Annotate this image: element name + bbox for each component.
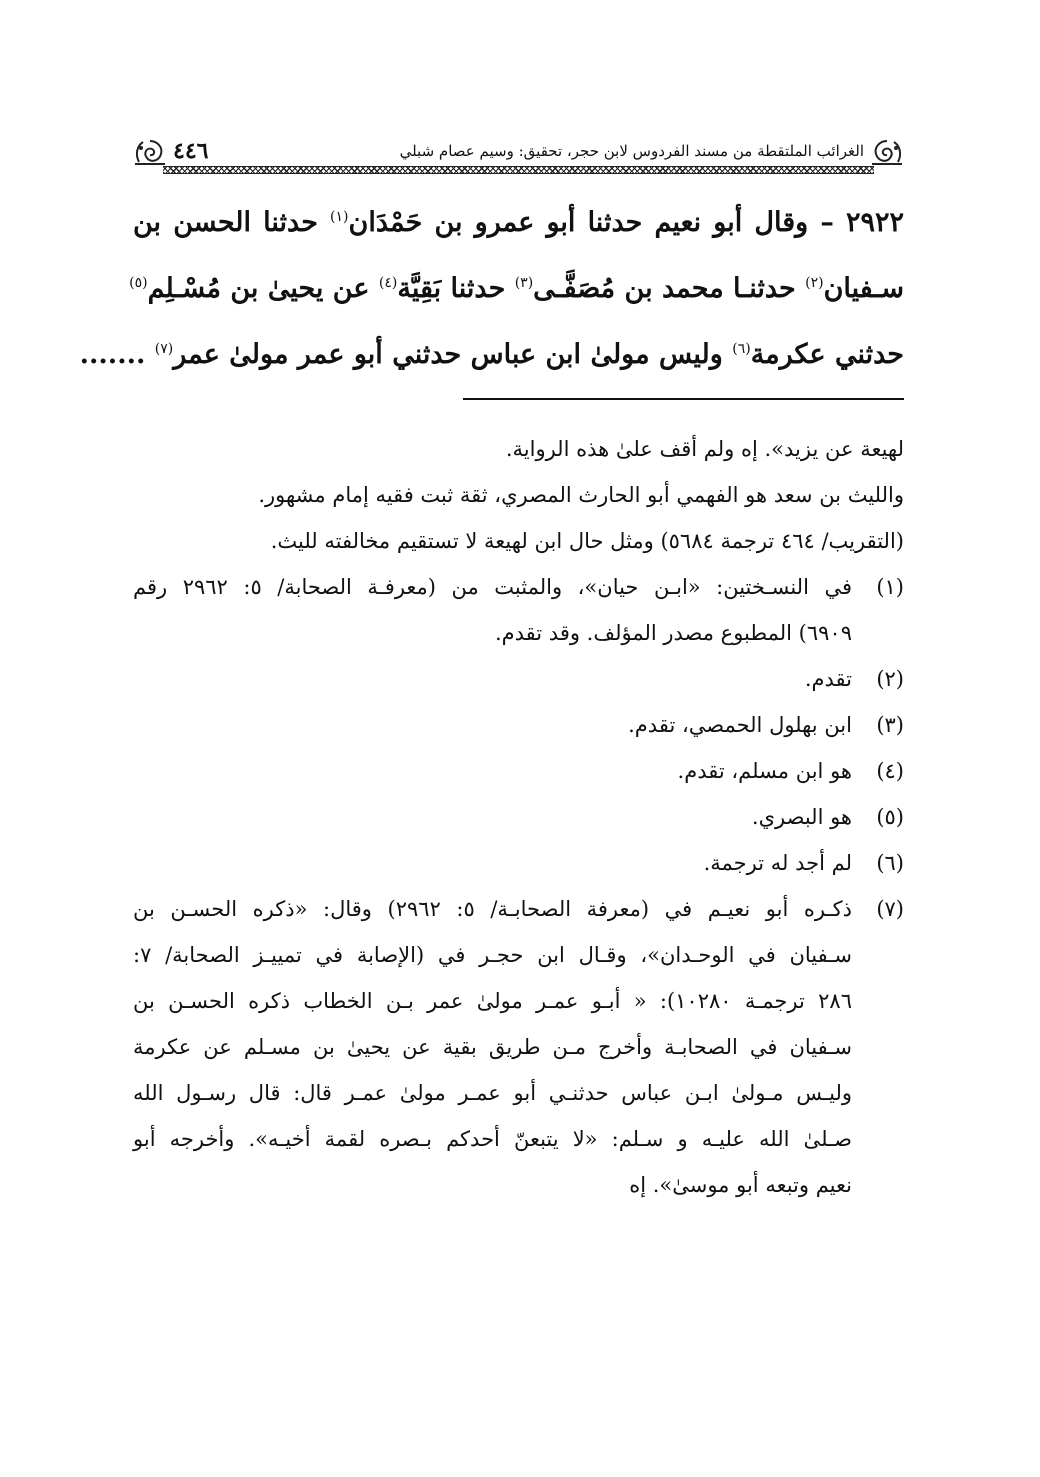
footnote-line: هو البصري. [751,805,852,829]
footnote-body [133,794,852,840]
footnote-ref[interactable]: (٦) [732,341,751,357]
footnote-line: ٦٩٠٩) المطبوع مصدر المؤلف. وقد تقدم. [494,621,852,645]
footnote-number: (٥) [876,805,904,829]
footnote-ref[interactable]: (٣) [514,275,534,291]
footnote-number: (٤) [876,759,904,783]
floral-ornament-icon [870,138,904,168]
footnote-body [133,748,852,794]
footnote-separator [463,398,904,400]
floral-ornament-icon [133,138,167,168]
footnote-item [133,656,904,702]
hadith-line: حدثني عكرمة$^{(٦)}$ وليس مولىٰ ابن عباس حدثني أبو عمر مولىٰ عمر$^{(٧)}$ ....... [79,339,904,370]
footnote-line: صـلىٰ الله عليـه و سـلم: «لا يتبعنّ أحدكم بـصره لقمة أخيـه». وأخرجه أبو [133,1127,852,1151]
footnote-line: ذكـره أبو نعيـم في (معرفة الصحابـة/ ٥: ٢٩٦٢) وقال: «ذكره الحسـن بن [133,897,852,921]
footnote-body [133,564,852,656]
footnote-body [133,656,852,702]
hadith-line: سـفيان$^{(٢)}$ حدثنـا محمد بن مُصَفَّـى$^{(٣)}$ حدثنا بَقِيَّة$^{(٤)}$ عن يحيىٰ بن مُسْـلِم$^{(٥)}$ [129,273,904,304]
footnote-number: (٢) [876,667,904,691]
footnote-line: تقدم. [804,667,852,691]
footnote-body [133,886,852,1208]
footnote-item [133,794,904,840]
running-title: الغرائب الملتقطة من مسند الفردوس لابن حجر، تحقيق: وسيم عصام شبلي [399,142,864,160]
hadith-line: ٢٩٢٢ – وقال أبو نعيم حدثنا أبو عمرو بن حَمْدَان$^{(١)}$ حدثنا الحسن بن [133,207,904,238]
footnote-line: ابن بهلول الحمصي، تقدم. [628,713,852,737]
footnote-line: سـفيان في الصحابـة وأخرج مـن طريق بقية عن يحيىٰ بن مسـلم عن عكرمة [133,1035,852,1059]
footnotes [133,426,904,1208]
footnote-ref[interactable]: (٤) [378,275,398,291]
footnote-line: سـفيان في الوحـدان»، وقـال ابن حجـر في (الإصابة في تمييـز الصحابة/ ٧: [133,943,852,967]
footnote-number: (٦) [876,851,904,875]
footnote-item [133,748,904,794]
footnote-line: في النسـختين: «ابـن حيان»، والمثبت من (معرفـة الصحابة/ ٥: ٢٩٦٢ رقم [133,575,852,599]
footnote-line: لم أجد له ترجمة. [703,851,852,875]
footnote-line: نعيم وتبعه أبو موسىٰ». إه [629,1173,852,1197]
footnote-number: (١) [876,575,904,599]
footnote-item [133,840,904,886]
footnote-ref[interactable]: (٥) [129,275,148,291]
footnote-item [133,564,904,656]
footnote-line: هو ابن مسلم، تقدم. [677,759,852,783]
footnote-continuation-line: (التقريب/ ٤٦٤ ترجمة ٥٦٨٤) ومثل حال ابن لهيعة لا تستقيم مخالفته لليث. [270,529,904,553]
footnote-item [133,886,904,1208]
footnote-body [133,702,852,748]
page-header [133,138,904,178]
page-number: ٤٤٦ [173,138,209,164]
footnote-line: وليـس مـولىٰ ابـن عباس حدثنـي أبو عمـر مولىٰ عمـر قال: قال رسـول الله [133,1081,852,1105]
header-rule [163,166,874,174]
footnote-line: ٢٨٦ ترجمـة ١٠٢٨٠): « أبـو عمـر مولىٰ عمر بـن الخطاب ذكره الحسـن بن [133,989,852,1013]
footnote-ref[interactable]: (١) [330,209,349,225]
footnote-body [133,840,852,886]
hadith-text [79,190,904,388]
footnote-continuation-line: لهيعة عن يزيد». إه ولم أقف علىٰ هذه الرواية. [505,437,904,461]
footnote-number: (٧) [876,897,904,921]
footnote-ref[interactable]: (٢) [805,275,824,291]
footnote-item [133,702,904,748]
footnote-continuation-line: والليث بن سعد هو الفهمي أبو الحارث المصري، ثقة ثبت فقيه إمام مشهور. [258,483,904,507]
footnote-number: (٣) [876,713,904,737]
footnote-ref[interactable]: (٧) [154,341,174,357]
